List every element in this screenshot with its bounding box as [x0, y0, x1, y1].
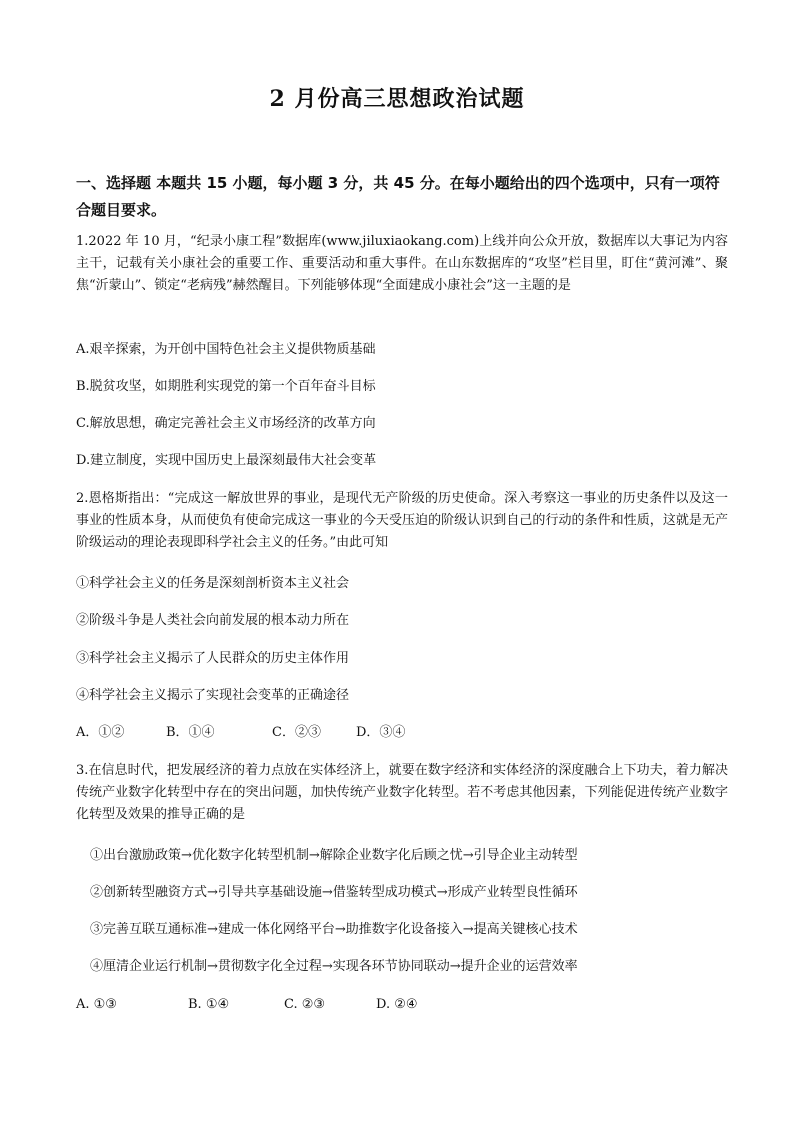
- question-2-statement-4: ④科学社会主义揭示了实现社会变革的正确途径: [76, 688, 350, 703]
- question-3-statement-1: ①出台激励政策→优化数字化转型机制→解除企业数字化后顾之忧→引导企业主动转型: [90, 848, 578, 863]
- question-3-statement-3: ③完善互联互通标准→建成一体化网络平台→助推数字化设备接入→提高关键核心技术: [90, 922, 578, 937]
- question-1-option-d: D.建立制度，实现中国历史上最深刻最伟大社会变革: [76, 453, 377, 468]
- section-header: 一、选择题 本题共 15 小题，每小题 3 分，共 45 分。在每小题给出的四个选项中，只有一项符合题目要求。: [76, 174, 720, 219]
- question-2-statement-2: ②阶级斗争是人类社会向前发展的根本动力所在: [76, 613, 350, 628]
- question-3-statement-4: ④厘清企业运行机制→贯彻数字化全过程→实现各环节协同联动→提升企业的运营效率: [90, 959, 578, 974]
- page-title: 2 月份高三思想政治试题: [269, 86, 525, 112]
- question-1-option-b: B.脱贫攻坚，如期胜利实现党的第一个百年奋斗目标: [76, 379, 376, 394]
- question-2-choice-b: B．①④: [166, 725, 215, 740]
- question-2-choice-c: C．②③: [272, 725, 321, 740]
- question-1-option-a: A.艰辛探索，为开创中国特色社会主义提供物质基础: [76, 342, 376, 357]
- question-1-stem: 1.2022 年 10 月，“纪录小康工程”数据库(www.jiluxiaokang.com)上线并向公众开放，数据库以大事记为内容主干，记载有关小康社会的重要工作、重要活动和重大事件。在山东数据库的“攻坚”栏目里，盯住“黄河滩”、聚焦“沂蒙山”、锁定“老病残”赫然醒目。下列能够体现“全面建成小康社会”这一主题的是: [76, 234, 728, 293]
- question-3-choice-a: A. ①③: [76, 997, 117, 1012]
- question-3-choice-c: C. ②③: [284, 997, 326, 1012]
- question-2-choice-a: A．①②: [76, 725, 125, 740]
- question-2-statement-1: ①科学社会主义的任务是深刻剖析资本主义社会: [76, 576, 350, 591]
- question-2-choice-d: D．③④: [356, 725, 406, 740]
- question-3-choice-b: B. ①④: [188, 997, 230, 1012]
- question-3-statement-2: ②创新转型融资方式→引导共享基础设施→借鉴转型成功模式→形成产业转型良性循环: [90, 885, 578, 900]
- question-3-stem: 3.在信息时代，把发展经济的着力点放在实体经济上，就要在数字经济和实体经济的深度融合上下功夫，着力解决传统产业数字化转型中存在的突出问题，加快传统产业数字化转型。若不考虑其他因素，下列能促进传统产业数字化转型及效果的推导正确的是: [76, 763, 728, 822]
- question-2-statement-3: ③科学社会主义揭示了人民群众的历史主体作用: [76, 651, 350, 666]
- question-2-stem: 2.恩格斯指出：“完成这一解放世界的事业，是现代无产阶级的历史使命。深入考察这一事业的历史条件以及这一事业的性质本身，从而使负有使命完成这一事业的今天受压迫的阶级认识到自己的行动的条件和性质，这就是无产阶级运动的理论表现即科学社会主义的任务。”由此可知: [76, 491, 728, 550]
- question-1-option-c: C.解放思想，确定完善社会主义市场经济的改革方向: [76, 416, 376, 431]
- question-3-choice-d: D. ②④: [376, 997, 418, 1012]
